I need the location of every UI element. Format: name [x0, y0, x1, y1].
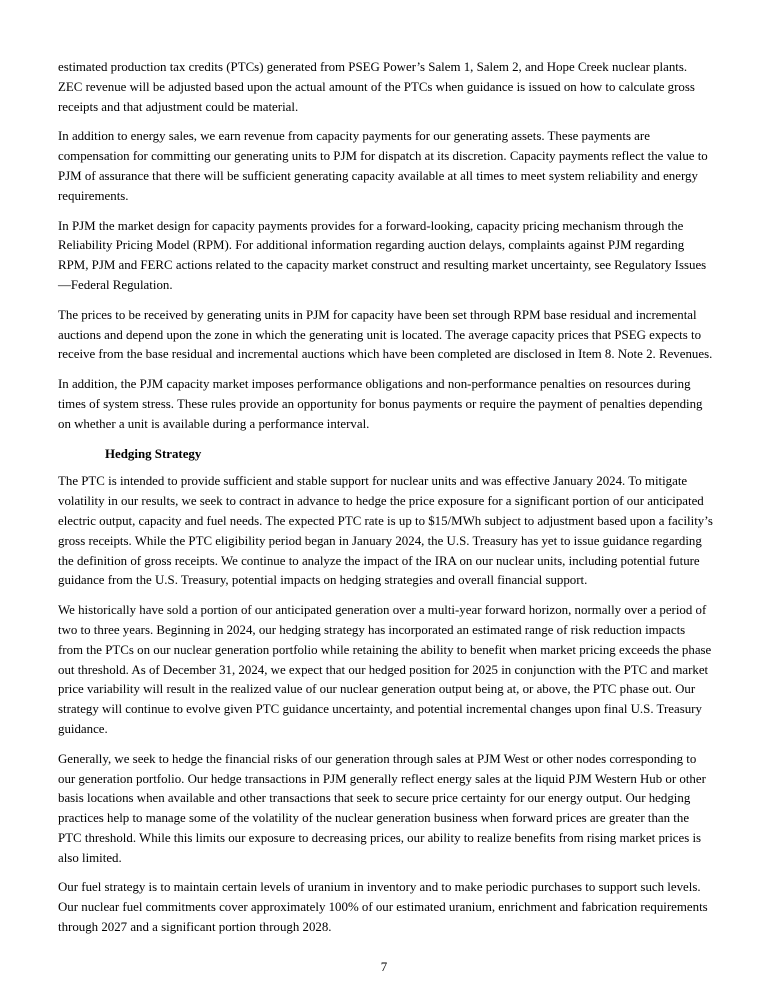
paragraph-fuel-strategy: Our fuel strategy is to maintain certain levels of uranium in inventory and to make periodic purchases to support such levels. Our nuclear fuel commitments cover approximately 100% of our estimated uranium, enrichment and fabrication requirements through 2027 and a significant portion through 2028.: [58, 880, 708, 935]
paragraph-hedge-transactions: Generally, we seek to hedge the financial risks of our generation through sales at PJM West or other nodes corresponding to our generation portfolio. Our hedge transactions in PJM generally reflect energy sales at the liquid PJM Western Hub or other basis locations when available and other transactions that seek to secure price certainty for our energy output. Our hedging practices help to manage some of the volatility of the nuclear generation business when forward prices are greater than the PTC threshold. While this limits our exposure to decreasing prices, our ability to realize benefits from rising market prices is also limited.: [58, 751, 706, 865]
paragraph-rpm-market-design: In PJM the market design for capacity payments provides for a forward-looking, capacity pricing mechanism through the Reliability Pricing Model (RPM). For additional information regarding auction delays, complaints against PJM regarding RPM, PJM and FERC actions related to the capacity market construct and resulting market uncertainty, see Regulatory Issues—Federal Regulation.: [58, 218, 707, 292]
paragraph-performance-obligations: In addition, the PJM capacity market imposes performance obligations and non-performance penalties on resources during times of system stress. These rules provide an opportunity for bonus payments or require the payment of penalties depending on whether a unit is available during a performance interval.: [58, 377, 703, 431]
paragraph-capacity-payments: In addition to energy sales, we earn revenue from capacity payments for our generating assets. These payments are compensation for committing our generating units to PJM for dispatch at its discretion. Capacity payments reflect the value to PJM of assurance that there will be sufficient generating capacity available at all times to meet system reliability and energy requirements.: [58, 129, 708, 203]
paragraph-ptc-support: The PTC is intended to provide sufficient and stable support for nuclear units and was effective January 2024. To mitigate volatility in our results, we seek to contract in advance to hedge the price exposure for a significant portion of our anticipated electric output, capacity and fuel needs. The expected PTC rate is up to $15/MWh subject to adjustment based upon a facility’s gross receipts. While the PTC eligibility period began in January 2024, the U.S. Treasury has yet to issue guidance regarding the definition of gross receipts. We continue to analyze the impact of the IRA on our nuclear units, including potential future guidance from the U.S. Treasury, potential impacts on hedging strategies and overall financial support.: [58, 474, 713, 588]
paragraph-forward-sales: We historically have sold a portion of our anticipated generation over a multi-year forward horizon, normally over a period of two to three years. Beginning in 2024, our hedging strategy has incorporated an estimated range of risk reduction impacts from the PTCs on our nuclear generation portfolio while retaining the ability to benefit when market pricing exceeds the phase out threshold. As of December 31, 2024, we expect that our hedged position for 2025 in conjunction with the PTC and market price variability will result in the realized value of our nuclear generation output being at, or above, the PTC phase out. Our strategy will continue to evolve given PTC guidance uncertainty, and potential incremental changes upon final U.S. Treasury guidance.: [58, 603, 712, 736]
paragraph-capacity-prices: The prices to be received by generating units in PJM for capacity have been set through RPM base residual and incremental auctions and depend upon the zone in which the generating unit is located. The average capacity prices that PSEG expects to receive from the base residual and incremental auctions which have been completed are disclosed in Item 8. Note 2. Revenues.: [58, 307, 713, 362]
section-heading-hedging-strategy: Hedging Strategy: [105, 446, 202, 461]
page-number: 7: [380, 960, 388, 974]
paragraph-ptc-estimate: estimated production tax credits (PTCs) generated from PSEG Power’s Salem 1, Salem 2, and Hope Creek nuclear plants. ZEC revenue will be adjusted based upon the actual amount of the PTCs when guidance is issued on how to calculate gross receipts and that adjustment could be material.: [58, 60, 695, 114]
page-content: [58, 58, 713, 948]
